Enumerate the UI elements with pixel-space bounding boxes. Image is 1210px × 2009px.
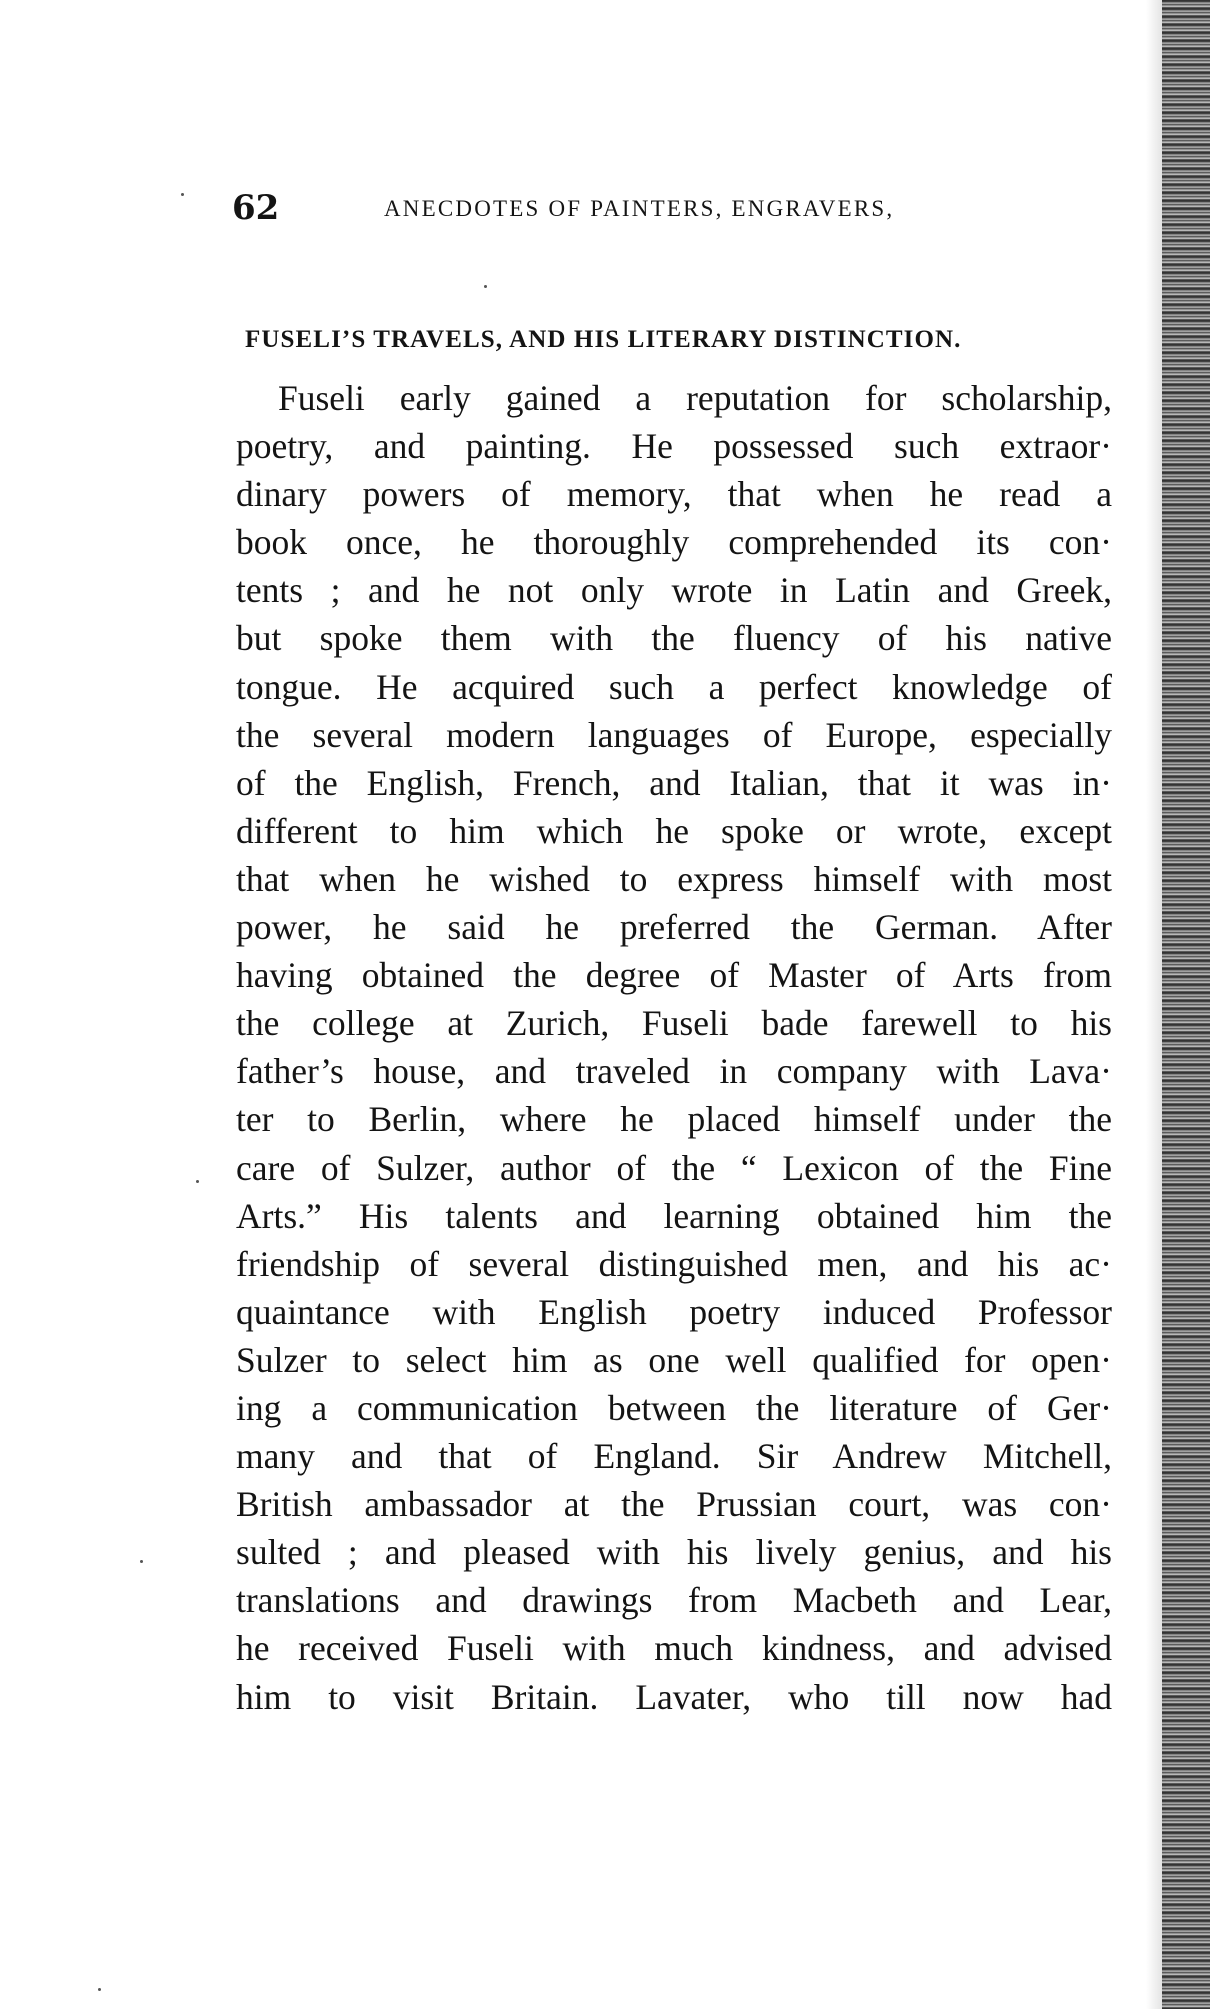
body-text [236,374,1112,1721]
text-line: he received Fuseli with much kindness, and advised [236,1628,1112,1669]
text-line: the several modern languages of Europe, especially [236,714,1112,755]
page-number: 62 [232,188,280,228]
text-line: Arts.” His talents and learning obtained him the [236,1195,1112,1236]
text-line: care of Sulzer, author of the “ Lexicon of the Fine [236,1147,1112,1188]
text-line: dinary powers of memory, that when he read a [236,474,1112,515]
text-line: tongue. He acquired such a perfect knowledge of [236,666,1112,707]
text-line: translations and drawings from Macbeth and Lear, [236,1580,1112,1621]
running-head: ANECDOTES OF PAINTERS, ENGRAVERS, [384,196,895,221]
text-line: him to visit Britain. Lavater, who till now had [236,1676,1112,1717]
text-line: different to him which he spoke or wrote, except [236,810,1112,851]
print-speck [484,285,487,288]
text-line: friendship of several distinguished men, and his ac· [236,1243,1112,1284]
text-line: power, he said he preferred the German. After [236,907,1112,948]
text-line: of the English, French, and Italian, that it was in· [236,762,1112,803]
text-line: quaintance with English poetry induced Professor [236,1291,1112,1332]
print-speck [196,1180,199,1183]
text-line: father’s house, and traveled in company with Lava· [236,1051,1112,1092]
text-line: having obtained the degree of Master of Arts from [236,955,1112,996]
text-line: ing a communication between the literature of Ger· [236,1387,1112,1428]
print-speck [98,1988,101,1991]
text-line: book once, he thoroughly comprehended its con· [236,522,1112,563]
page-header [232,185,1012,231]
text-line: tents ; and he not only wrote in Latin and Greek, [236,570,1112,611]
text-line: sulted ; and pleased with his lively genius, and his [236,1532,1112,1573]
print-speck [140,1560,143,1563]
text-line: that when he wished to express himself with most [236,858,1112,899]
text-line: poetry, and painting. He possessed such extraor· [236,426,1112,467]
text-line: ter to Berlin, where he placed himself under the [236,1099,1112,1140]
text-line: many and that of England. Sir Andrew Mitchell, [236,1436,1112,1477]
print-speck [181,193,184,196]
text-line: the college at Zurich, Fuseli bade farewell to his [236,1003,1112,1044]
text-line: British ambassador at the Prussian court, was con· [236,1484,1112,1525]
text-line: Fuseli early gained a reputation for scholarship, [278,378,1112,418]
text-line: but spoke them with the fluency of his native [236,618,1112,659]
text-line: Sulzer to select him as one well qualified for open· [236,1339,1112,1380]
section-title: FUSELI’S TRAVELS, AND HIS LITERARY DISTINCTION. [245,326,962,353]
page-edge-binding [1162,0,1210,2009]
